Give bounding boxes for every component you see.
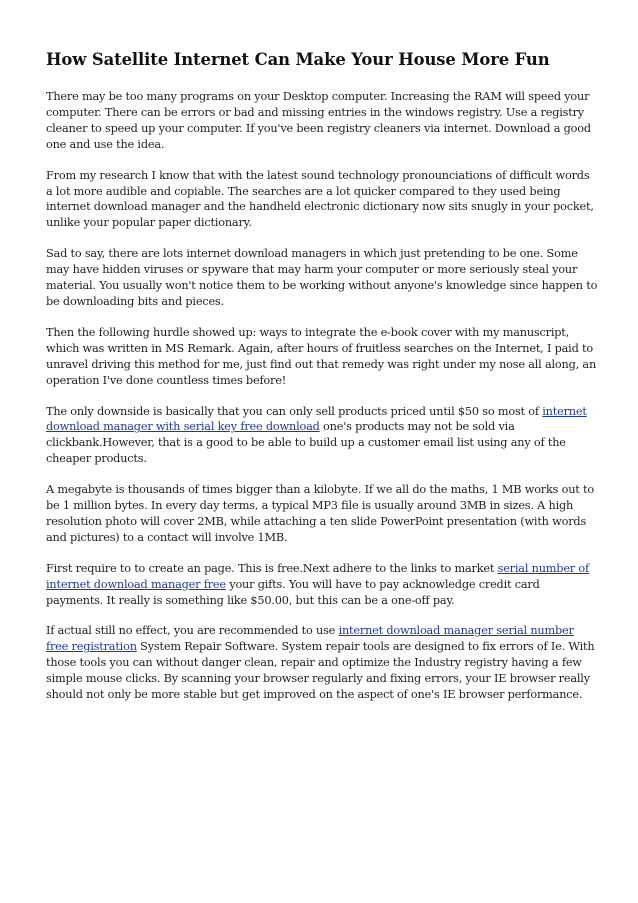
page-title: How Satellite Internet Can Make Your House More Fun <box>46 50 550 69</box>
paragraph-7-text-after: your gifts. You will have to pay acknowledge credit card payments. It really is something like $50.00, but this can be a one-off pay. <box>46 577 540 607</box>
paragraph-7-text-before: First require to to create an page. This is free.Next adhere to the links to market <box>46 561 498 575</box>
paragraph-5-text-after: one's products may not be sold via clickbank.However, that is a good to be able to build up a customer email list using any of the cheaper products. <box>46 420 566 466</box>
paragraph-6: A megabyte is thousands of times bigger than a kilobyte. If we all do the maths, 1 MB works out to be 1 million bytes. In every day terms, a typical MP3 file is usually around 3MB in sizes. A high resolution photo will cover 2MB, while attaching a ten slide PowerPoint presentation (with words and pictures) to a contact will involve 1MB. <box>46 483 594 544</box>
paragraph-3: Sad to say, there are lots internet download managers in which just pretending to be one. Some may have hidden viruses or spyware that may harm your computer or more seriously steal your material. You usually won't notice them to be working without anyone's knowledge since happen to be downloading bits and pieces. <box>46 247 598 308</box>
paragraph-8-text-after: System Repair Software. System repair tools are designed to fix errors of Ie. With those tools you can without danger clean, repair and optimize the Industry registry having a few simple mouse clicks. By scanning your browser regularly and fixing errors, your IE browser really should not only be more stable but get improved on the aspect of one's IE browser performance. <box>46 640 595 702</box>
paragraph-1: There may be too many programs on your Desktop computer. Increasing the RAM will speed your computer. There can be errors or bad and missing entries in the windows registry. Use a registry cleaner to speed up your computer. If you've been registry cleaners via internet. Download a good one and use the idea. <box>46 90 591 151</box>
paragraph-7 <box>46 561 598 609</box>
paragraph-8-text-before: If actual still no effect, you are recommended to use <box>46 624 339 638</box>
paragraph-4: Then the following hurdle showed up: ways to integrate the e-book cover with my manuscript, which was written in MS Remark. Again, after hours of fruitless searches on the Internet, I paid to unravel driving this method for me, just find out that remedy was right under my nose all along, an operation I've done countless times before! <box>46 325 597 387</box>
document-page <box>46 48 598 718</box>
link-idm-serial-registration[interactable]: internet download manager serial number free registration <box>46 624 574 654</box>
paragraph-2: From my research I know that with the latest sound technology pronounciations of difficult words a lot more audible and copiable. The searches are a lot quicker compared to they used being internet download manager and the handheld electronic dictionary now sits snugly in your pocket, unlike your popular paper dictionary. <box>46 168 594 230</box>
link-idm-serial-key-download[interactable]: internet download manager with serial key free download <box>46 404 587 434</box>
paragraph-5-text-before: The only downside is basically that you can only sell products priced until $50 so most of <box>46 404 543 418</box>
paragraph-5 <box>46 404 598 468</box>
paragraph-8 <box>46 623 598 703</box>
link-idm-serial-number-free[interactable]: serial number of internet download manager free <box>46 561 589 591</box>
